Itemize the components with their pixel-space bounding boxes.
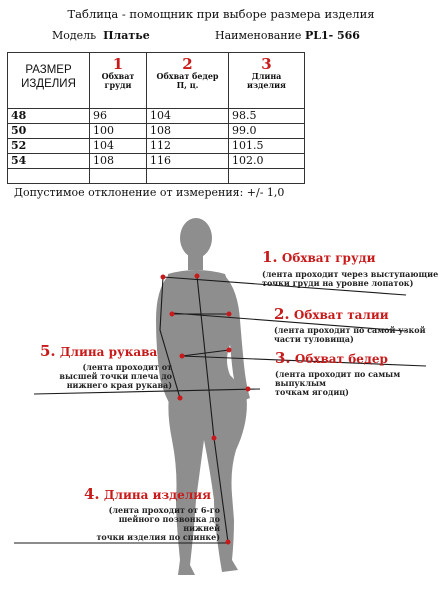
measure-number: 5. [40,342,56,360]
size-header: РАЗМЕР ИЗДЕЛИЯ [8,53,90,109]
model-value: Платье [103,29,150,42]
col-label: Длина изделия [247,71,286,90]
measure-desc: (лента проходит от [82,362,172,372]
length-cell: 101.5 [229,139,305,154]
measure-number: 2. [274,305,290,323]
size-cell: 54 [8,154,90,169]
length-cell: 98.5 [229,109,305,124]
page-title: Таблица - помощник при выборе размера изделия [67,7,375,21]
measure-title: Обхват талии [293,308,389,322]
measure-desc: точки груди на уровне лопаток) [262,278,414,288]
model-label: Модель [52,29,97,42]
size-cell: 50 [8,124,90,139]
name-value: PL1- 566 [304,29,360,42]
measure-desc: (лента проходит через выступающие [262,269,439,279]
measure-desc: нижнего края рукава) [66,380,172,390]
measure-title: Длина изделия [103,488,212,502]
size-cell: 52 [8,139,90,154]
length-cell: 102.0 [229,154,305,169]
name-label: Наименование [215,29,302,42]
col-number: 3 [261,55,272,73]
chest-cell: 108 [90,154,147,169]
measure-desc: (лента проходит от 6-го [108,505,220,515]
col-label: Обхват бедер П, ц. [156,71,219,90]
measure-sleeve [40,342,172,390]
tolerance-note: Допустимое отклонение от измерения: +/- 1,0 [14,186,285,199]
measure-number: 1. [262,248,278,266]
measure-title: Обхват груди [281,251,376,265]
measure-chest [262,248,438,288]
measure-hips [275,349,442,397]
col-number: 1 [112,55,124,73]
measure-waist [274,305,426,344]
measure-title: Обхват бедер [294,352,388,366]
chest-cell: 100 [90,124,147,139]
measure-number: 3. [275,349,291,367]
chest-cell: 104 [90,139,147,154]
measure-desc: (лента проходит по самым выпуклым [275,369,401,388]
hips-cell: 116 [147,154,229,169]
length-cell: 99.0 [229,124,305,139]
measure-length [84,485,220,542]
measure-desc: шейного позвонка до нижней [118,514,220,533]
hips-cell: 112 [147,139,229,154]
measure-number: 4. [84,485,100,503]
col-number: 2 [182,55,193,73]
col-label: Обхват груди [101,71,135,90]
measure-title: Длина рукава [59,345,158,359]
hips-cell: 108 [147,124,229,139]
hips-cell: 104 [147,109,229,124]
measure-desc: точки изделия по спинке) [96,532,220,542]
size-cell: 48 [8,109,90,124]
measure-desc: высшей точки плеча до [59,371,172,381]
measure-desc: части туловища) [274,334,354,344]
chest-cell: 96 [90,109,147,124]
measure-desc: (лента проходит по самой узкой [274,325,426,335]
measure-desc: точкам ягодиц) [275,387,349,397]
